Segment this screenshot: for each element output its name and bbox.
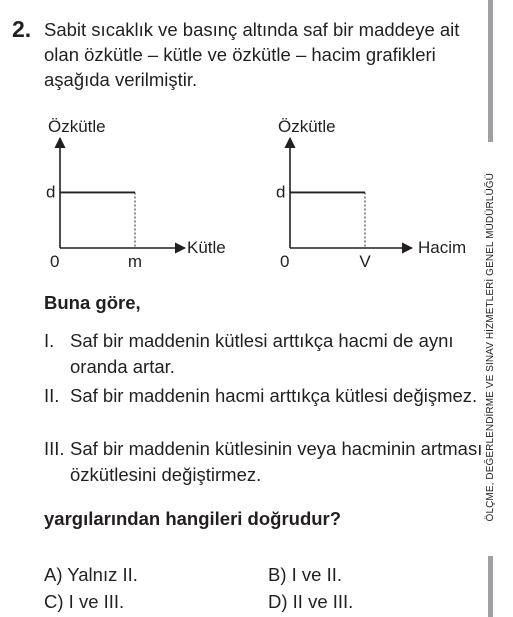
- density-volume-graph-svg: [270, 110, 470, 270]
- x-axis-label: Kütle: [187, 238, 226, 257]
- x-tick-label-m: m: [127, 252, 143, 271]
- y-tick-label-d: d: [46, 182, 56, 202]
- choice-b[interactable]: B) I ve II.: [268, 564, 343, 585]
- x-axis-label: Hacim: [418, 238, 467, 257]
- sidebar-text: ÖLÇME, DEĞERLENDİRME VE SINAV HİZMETLERİ GENEL MÜDÜRLÜĞÜ: [484, 172, 496, 522]
- choice-c[interactable]: C) I ve III.: [44, 591, 125, 612]
- statement-text: Saf bir maddenin kütlesinin veya hacminin artması özkütlesini değiştirmez.: [70, 438, 483, 485]
- origin-label: 0: [50, 252, 60, 271]
- y-axis-label: Özkütle: [48, 117, 106, 136]
- density-volume-graph: [270, 110, 470, 270]
- statement-numeral: I.: [44, 330, 55, 351]
- lead-text: Buna göre,: [44, 292, 141, 313]
- sidebar-bar-bottom: [488, 556, 493, 617]
- statement-text: Saf bir maddenin hacmi arttıkça kütlesi değişmez.: [70, 385, 478, 406]
- density-mass-graph: [40, 110, 240, 270]
- x-tick-label-v: V: [359, 252, 371, 271]
- statement-numeral: III.: [44, 438, 65, 459]
- y-axis-label: Özkütle: [278, 117, 336, 136]
- question-stem: Sabit sıcaklık ve basınç altında saf bir maddeye ait olan özkütle – kütle ve özkütle – hacim grafikleri aşağıda verilmiştir.: [44, 19, 460, 90]
- statement-text: Saf bir maddenin kütlesi arttıkça hacmi de aynı oranda artar.: [70, 330, 454, 377]
- choice-a[interactable]: A) Yalnız II.: [44, 564, 138, 585]
- question-prompt: yargılarından hangileri doğrudur?: [44, 508, 342, 529]
- question-number: 2.: [12, 16, 32, 42]
- statement-numeral: II.: [44, 385, 60, 406]
- y-tick-label-d: d: [276, 182, 286, 202]
- density-mass-graph-svg: [40, 110, 240, 270]
- origin-label: 0: [280, 252, 290, 271]
- sidebar-bar-top: [488, 0, 493, 142]
- choice-d[interactable]: D) II ve III.: [268, 591, 354, 612]
- sidebar-publisher: [478, 142, 502, 552]
